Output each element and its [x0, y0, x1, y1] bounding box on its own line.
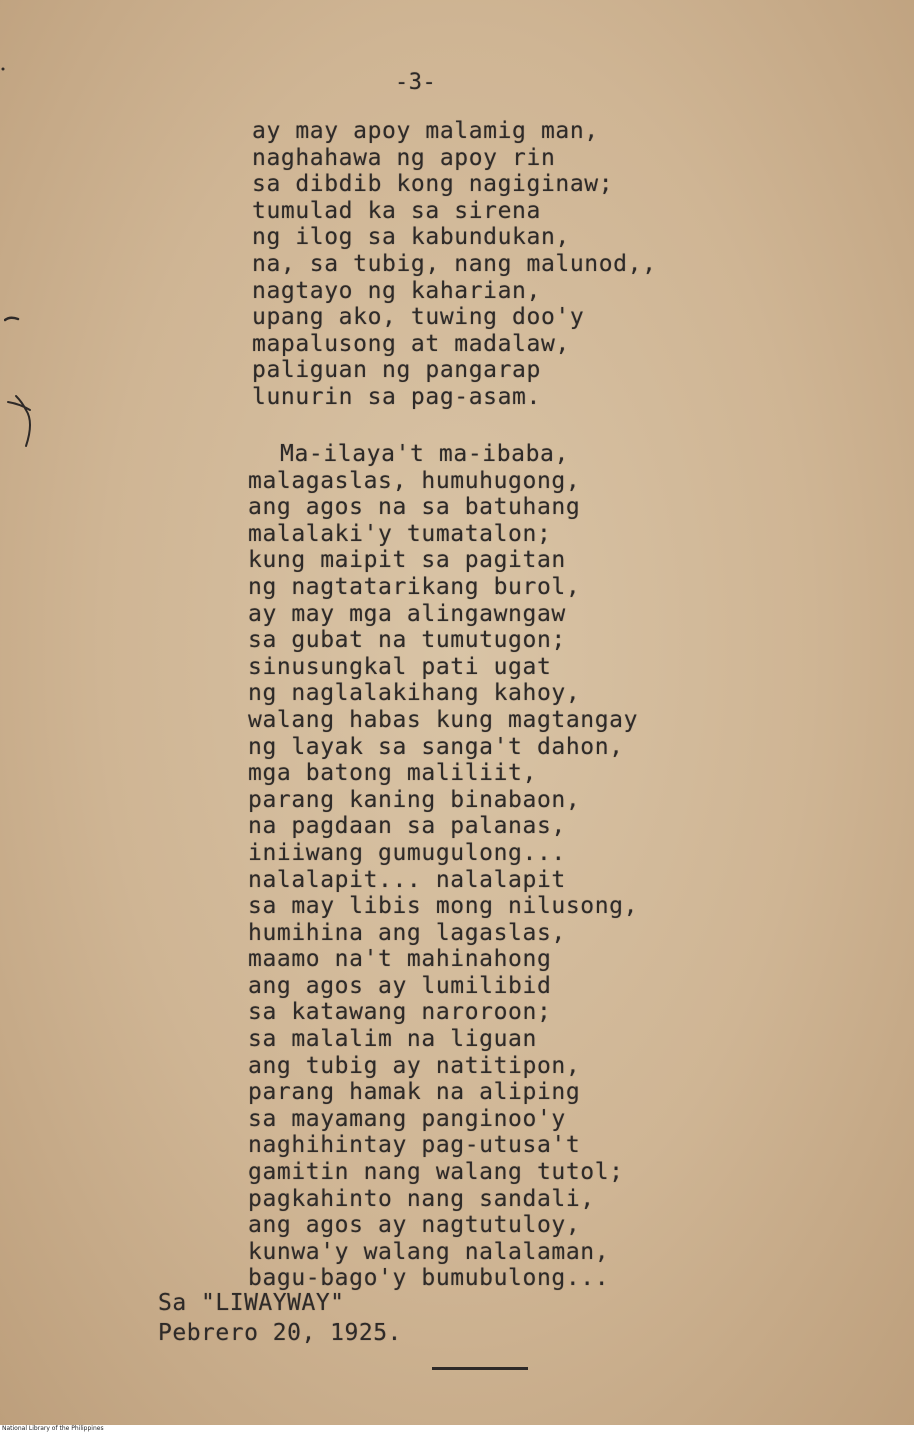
poem-line: humihina ang lagaslas,: [248, 919, 566, 946]
poem-line: ang agos na sa batuhang: [248, 494, 581, 521]
publication-date: Pebrero 20, 1925.: [158, 1320, 402, 1346]
poem-line: gamitin nang walang tutol;: [248, 1159, 624, 1186]
poem-line: maamo na't mahinahong: [248, 946, 552, 973]
poem-line: paliguan ng pangarap: [252, 357, 541, 384]
poem-line: naghihintay pag-utusa't: [248, 1132, 581, 1159]
poem-line: naghahawa ng apoy rin: [252, 144, 556, 171]
poem-line: parang hamak na aliping: [248, 1079, 581, 1106]
poem-line: sa malalim na liguan: [248, 1026, 537, 1053]
margin-dash-mark: [4, 314, 20, 324]
poem-line: upang ako, tuwing doo'y: [252, 304, 585, 331]
poem-line: sa may libis mong nilusong,: [248, 893, 639, 920]
poem-line: iniiwang gumugulong...: [248, 839, 566, 866]
margin-dot-mark: [0, 66, 6, 72]
page-number: -3-: [395, 70, 437, 95]
poem-line: nagtayo ng kaharian,: [252, 277, 541, 304]
poem-line: ng naglalakihang kahoy,: [248, 680, 581, 707]
poem-line: ay may apoy malamig man,: [252, 118, 599, 144]
poem-line: malalaki'y tumatalon;: [248, 520, 552, 547]
poem-line: ay may mga alingawngaw: [248, 600, 566, 627]
poem-stanza-1: [252, 118, 657, 411]
poem-line: ang agos ay lumilibid: [248, 972, 552, 999]
poem-line: kung maipit sa pagitan: [248, 547, 566, 574]
poem-line: na, sa tubig, nang malunod,,: [252, 250, 657, 277]
footer-credit: National Library of the Philippines: [2, 1425, 104, 1432]
poem-line: sa mayamang panginoo'y: [248, 1105, 566, 1132]
poem-line: bagu-bago'y bumubulong...: [248, 1265, 610, 1292]
poem-line: sinusungkal pati ugat: [248, 653, 552, 680]
poem-line: na pagdaan sa palanas,: [248, 813, 566, 840]
poem-line: ng ilog sa kabundukan,: [252, 224, 570, 251]
poem-line: kunwa'y walang nalalaman,: [248, 1238, 610, 1265]
poem-line: lunurin sa pag-asam.: [252, 383, 541, 410]
poem-line: ang agos ay nagtutuloy,: [248, 1212, 581, 1239]
poem-line: tumulad ka sa sirena: [252, 197, 541, 224]
poem-line: Ma-ilaya't ma-ibaba,: [280, 441, 569, 467]
poem-line: malagaslas, humuhugong,: [248, 467, 581, 494]
poem-line: sa katawang naroroon;: [248, 999, 552, 1026]
margin-hook-mark: [4, 388, 40, 452]
poem-line: mga batong maliliit,: [248, 760, 537, 787]
publication-source: Sa "LIWAYWAY": [158, 1290, 345, 1316]
poem-line: ng layak sa sanga't dahon,: [248, 733, 624, 760]
poem-line: sa dibdib kong nagiginaw;: [252, 171, 614, 198]
poem-line: ng nagtatarikang burol,: [248, 573, 581, 600]
poem-line: nalalapit... nalalapit: [248, 866, 566, 893]
poem-line: parang kaning binabaon,: [248, 786, 581, 813]
poem-stanza-2: [248, 441, 638, 1292]
poem-line: ang tubig ay natitipon,: [248, 1052, 581, 1079]
poem-line: mapalusong at madalaw,: [252, 330, 570, 357]
poem-line: walang habas kung magtangay: [248, 706, 639, 733]
end-rule: [432, 1367, 528, 1370]
footer-strip: [0, 1425, 914, 1433]
poem-line: pagkahinto nang sandali,: [248, 1185, 595, 1212]
poem-line: sa gubat na tumutugon;: [248, 627, 566, 654]
